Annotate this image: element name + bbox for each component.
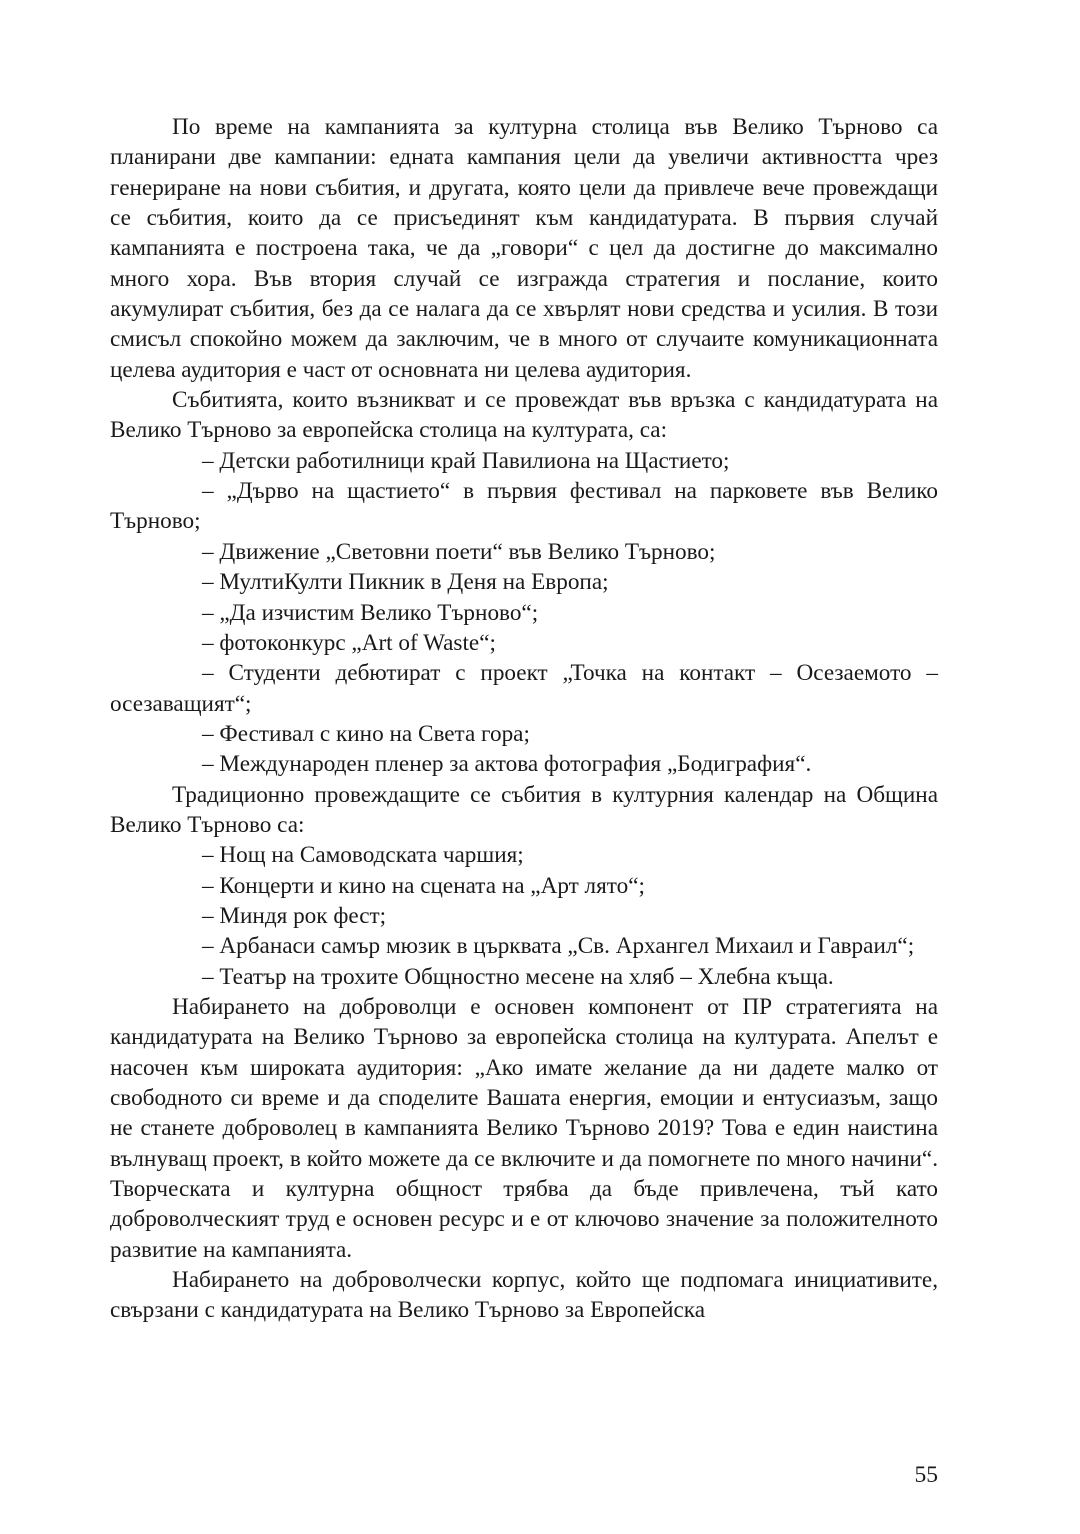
- page-text: [110, 112, 938, 1326]
- paragraph: Набирането на доброволчески корпус, който ще подпомага инициативите, свързани с кандидатурата на Велико Търново за Европейска: [110, 1267, 938, 1324]
- list-item: – Нощ на Самоводската чаршия;: [202, 842, 524, 869]
- list-item: – Студенти дебютират с проект „Точка на контакт – Осезаемото – осезаващият“;: [110, 660, 938, 717]
- paragraph: По време на кампанията за културна столица във Велико Търново са планирани две кампании: едната кампания цели да увеличи активността чрез генериране на нови събития, и другата, която цели да привлече вече провеждащи се събития, които да се присъединят към кандидатурата. В първия случай кампанията е построена така, че да „говори“ с цел да достигне до максимално много хора. Във втория случай се изгражда стратегия и послание, които акумулират събития, без да се налага да се хвърлят нови средства и усилия. В този смисъл спокойно можем да заключим, че в много от случаите комуникационната целева аудитория е част от основната ни целева аудитория.: [110, 114, 938, 383]
- list-item: – Движение „Световни поети“ във Велико Търново;: [202, 538, 716, 565]
- list-item: – Арбанаси самър мюзик в църквата „Св. Архангел Михаил и Гавраил“;: [202, 933, 915, 960]
- list-item: – фотоконкурс „Art of Waste“;: [202, 629, 496, 656]
- list-item: – Международен пленер за актова фотография „Бодиграфия“.: [202, 751, 812, 778]
- list-item: – „Да изчистим Велико Търново“;: [202, 599, 539, 626]
- list-item: – Концерти и кино на сцената на „Арт лято“;: [202, 872, 645, 899]
- paragraph: Събитията, които възникват и се провеждат във връзка с кандидатурата на Велико Търново за европейска столица на културата, са:: [110, 387, 938, 444]
- list-item: – „Дърво на щастието“ в първия фестивал на парковете във Велико Търново;: [110, 478, 938, 535]
- list-item: – Детски работилници край Павилиона на Щастието;: [202, 447, 730, 474]
- paragraph: Традиционно провеждащите се събития в културния календар на Община Велико Търново са:: [110, 781, 938, 838]
- page-number: 55: [914, 1462, 938, 1488]
- paragraph: Набирането на доброволци е основен компонент от ПР стратегията на кандидатурата на Велико Търново за европейска столица на културата. Апелът е насочен към широката аудитория: „Ако имате желание да ни дадете малко от свободното си време и да споделите Вашата енергия, емоции и ентусиазъм, защо не станете доброволец в кампанията Велико Търново 2019? Това е един наистина вълнуващ проект, в който можете да се включите и да помогнете по много начини“. Творческата и културна общност трябва да бъде привлечена, тъй като доброволческият труд е основен ресурс и е от ключово значение за положителното развитие на кампанията.: [110, 993, 938, 1263]
- list-item: – Театър на трохите Общностно месене на хляб – Хлебна къща.: [202, 963, 834, 990]
- list-item: – МултиКулти Пикник в Деня на Европа;: [202, 569, 609, 596]
- list-item: – Миндя рок фест;: [202, 902, 387, 929]
- list-item: – Фестивал с кино на Света гора;: [202, 720, 530, 747]
